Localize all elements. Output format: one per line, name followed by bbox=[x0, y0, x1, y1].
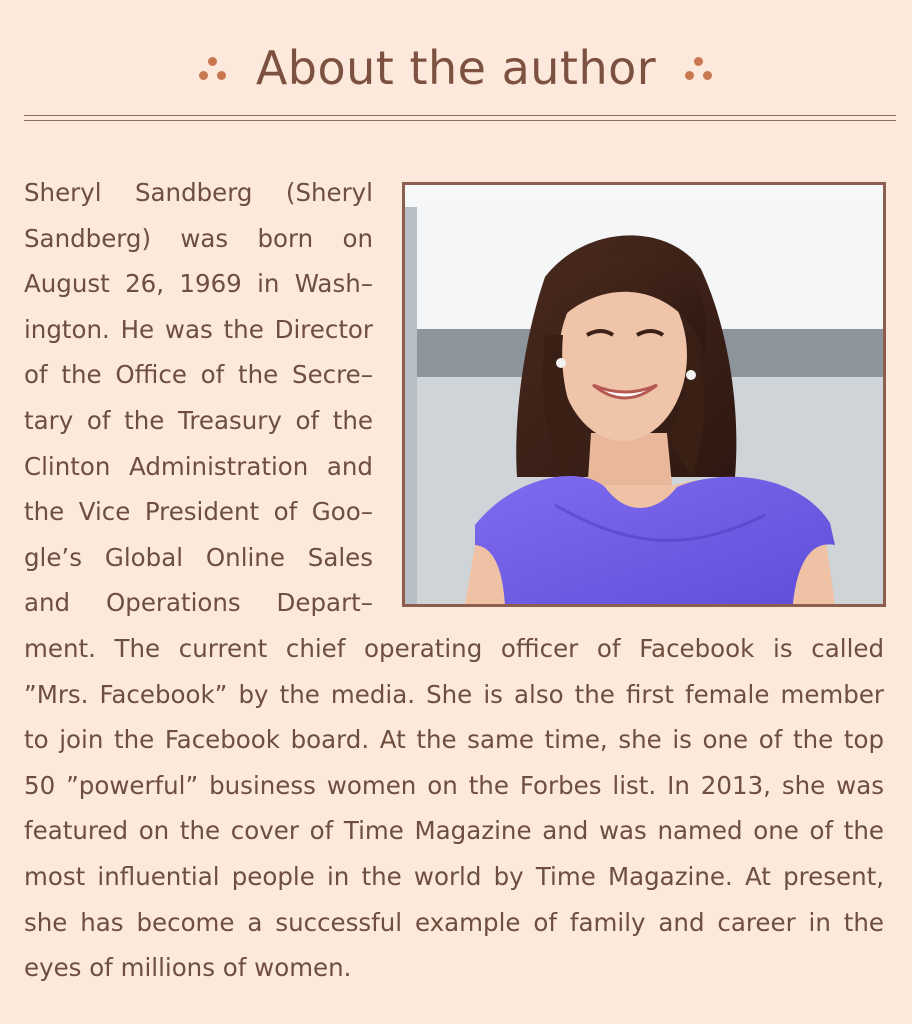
bio-line: and Operations Depart– bbox=[24, 588, 373, 618]
bio-line: she has become a successful example of family and career in the bbox=[24, 907, 884, 937]
page-title: About the author bbox=[255, 41, 657, 95]
bio-line: to join the Facebook board. At the same time, she is one of the top bbox=[24, 725, 884, 755]
decor-dots-right-icon bbox=[682, 54, 716, 82]
bio-line: August 26, 1969 in Wash– bbox=[24, 269, 373, 299]
bio-text-continued bbox=[24, 626, 884, 991]
bio-line: most influential people in the world by Time Magazine. At present, bbox=[24, 861, 884, 891]
bio-line: ington. He was the Director bbox=[24, 314, 373, 344]
author-photo bbox=[402, 182, 886, 607]
bio-line: ment. The current chief operating officer of Facebook is called bbox=[24, 634, 884, 663]
decor-dots-left-icon bbox=[196, 54, 230, 82]
divider-bottom bbox=[24, 120, 896, 121]
bio-line: Sandberg) was born on bbox=[24, 223, 373, 253]
bio-line: featured on the cover of Time Magazine and was named one of the bbox=[24, 816, 884, 846]
bio-line: Sheryl Sandberg (Sheryl bbox=[24, 178, 373, 207]
divider-top bbox=[24, 115, 896, 116]
bio-line: the Vice President of Goo– bbox=[24, 497, 373, 527]
bio-line: tary of the Treasury of the bbox=[24, 405, 373, 435]
bio-line: Clinton Administration and bbox=[24, 451, 373, 481]
bio-text-column bbox=[24, 170, 373, 626]
bio-line: gle’s Global Online Sales bbox=[24, 542, 373, 572]
bio-line: 50 ”powerful” business women on the Forbes list. In 2013, she was bbox=[24, 770, 884, 800]
author-portrait-image bbox=[405, 185, 883, 604]
bio-line: ”Mrs. Facebook” by the media. She is also the first female member bbox=[24, 679, 884, 709]
bio-line: of the Office of the Secre– bbox=[24, 360, 373, 390]
section-header bbox=[0, 36, 912, 100]
bio-line: eyes of millions of women. bbox=[24, 953, 352, 983]
